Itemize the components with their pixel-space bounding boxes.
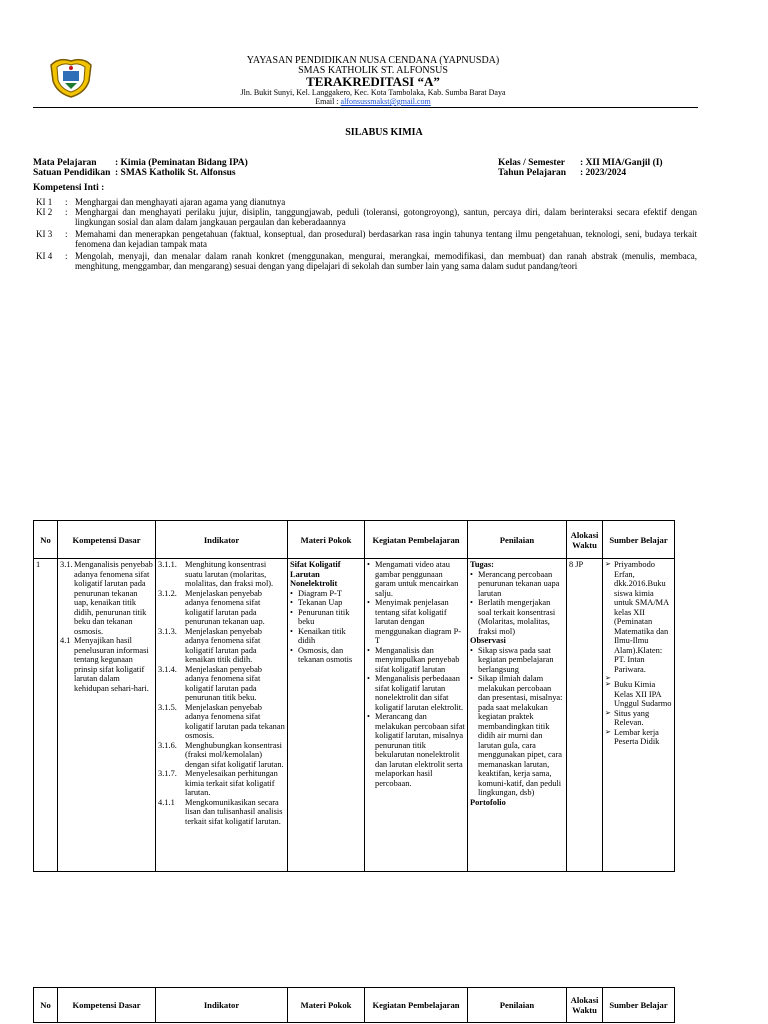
indikator-item: 4.1.1 Mengkomunikasikan secara lisan dan tulisanhasil analisis terkait sifat koligatif larutan.: [158, 797, 283, 826]
foundation-name: YAYASAN PENDIDIKAN NUSA CENDANA (YAPNUSDA): [246, 55, 500, 66]
ki-code: KI 4: [36, 251, 53, 261]
table-row: [34, 559, 675, 872]
observasi-item: • Sikap ilmiah dalam melakukan percobaan dan presentasi, misalnya: pada saat melakukan kegiatan praktek membandingkan titik didih air murni dan larutan gula, cara menggunakan pipet, cara memanaskan larutan, keaktifan, kerja sama, komuni-katif, dan peduli lingkungan, dsb): [470, 674, 564, 798]
col-header-kd: Kompetensi Dasar: [58, 521, 156, 559]
cell-sumber: [603, 559, 675, 872]
syllabus-table-continued: [33, 987, 675, 1023]
kd-item: 3.1. Menganalisis penyebab adanya fenomena sifat koligatif larutan pada penurunan tekanan uap, kenaikan titik didih, penurunan titik beku dan tekanan osmosis.: [60, 560, 153, 636]
kegiatan-item: • Menganalisis perbedaaan sifat koligatif larutan nonelektrolit dan sifat koligatif larutan elektrolit.: [367, 674, 465, 712]
meta-value: : SMAS Katholik St. Alfonsus: [115, 168, 236, 178]
ki-code: KI 2: [36, 207, 53, 217]
school-email: [200, 97, 546, 106]
meta-label: Mata Pelajaran: [33, 158, 97, 168]
observasi-item: • Sikap siswa pada saat kegiatan pembelajaran berlangsung: [470, 646, 564, 675]
col-header-kd: Kompetensi Dasar: [58, 988, 156, 1023]
ki-text: Menghargai dan menghayati perilaku jujur, disiplin, tanggungjawab, peduli (toleransi, gotongroyong), santun, percaya diri, dalam berinteraksi secara efektif dengan lingkungan sosial dan alam dalam jangkauan pergaulan dan keberadaannya: [75, 207, 697, 227]
materi-title: Sifat Koligatif Larutan: [290, 560, 341, 579]
indikator-item: 3.1.6. Menghubungkan konsentrasi (fraksi mol/kemolalan) dengan sifat koligatif larutan.: [158, 740, 284, 769]
email-label: Email :: [315, 97, 341, 106]
col-header-alokasi: Alokasi Waktu: [567, 988, 603, 1023]
col-header-kegiatan: Kegiatan Pembelajaran: [365, 988, 468, 1023]
meta-value: : XII MIA/Ganjil (I): [580, 158, 663, 168]
col-header-sumber: Sumber Belajar: [603, 521, 675, 559]
accreditation: TERAKREDITASI “A”: [306, 74, 440, 89]
ki-text: Memahami dan menerapkan pengetahuan (faktual, konseptual, dan prosedural) berdasarkan rasa ingin tahunya tentang ilmu pengetahuan, teknologi, seni, budaya terkait fenomena dan kejadian tampak mata: [75, 229, 697, 249]
indikator-item: 3.1.7. Menyelesaikan perhitungan kimia terkait sifat koligatif larutan.: [158, 769, 278, 797]
cell-materi: [288, 559, 365, 872]
tugas-label: Tugas:: [470, 560, 494, 569]
cell-kegiatan: [365, 559, 468, 872]
school-address: Jln. Bukit Sunyi, Kel. Langgakero, Kec. Kota Tambolaka, Kab. Sumba Barat Daya: [240, 88, 506, 97]
cell-kd: [58, 559, 156, 872]
col-header-penilaian: Penilaian: [468, 988, 567, 1023]
tugas-item: • Merancang percobaan penurunan tekanan uapa larutan: [470, 570, 564, 599]
cell-alokasi: 8 JP: [567, 559, 603, 872]
ki-code: KI 3: [36, 229, 53, 239]
indikator-item: 3.1.5. Menjelaskan penyebab adanya fenomena sifat koligatif larutan pada tekanan osmosis.: [158, 702, 285, 740]
cell-indikator: [156, 559, 288, 872]
kegiatan-item: • Menyimak penjelasan tentang sifat koligatif larutan dengan menggunakan diagram P-T: [367, 598, 465, 646]
materi-item: • Penurunan titik beku: [290, 608, 362, 627]
materi-item: • Tekanan Uap: [290, 598, 362, 608]
meta-label: Kelas / Semester: [498, 158, 566, 168]
school-logo: [45, 55, 97, 99]
portofolio-label: Portofolio: [470, 797, 506, 807]
indikator-item: 3.1.3. Menjelaskan penyebab adanya fenomena sifat koligatif larutan pada kenaikan titik didih.: [158, 626, 262, 664]
observasi-label: Observasi: [470, 636, 506, 645]
meta-left: [33, 158, 248, 178]
col-header-sumber: Sumber Belajar: [603, 988, 675, 1023]
col-header-materi: Materi Pokok: [288, 521, 365, 559]
meta-label: Satuan Pendidikan: [33, 168, 111, 178]
ki-text: Mengolah, menyaji, dan menalar dalam ranah konkret (menggunakan, mengurai, merangkai, memodifikasi, dan membuat) dan ranah abstrak (menulis, membaca, menghitung, menggambar, dan mengarang) sesuai dengan yang dipelajari di sekolah dan sumber lain yang sama dalam sudut pandang/teori: [75, 251, 697, 271]
document-title: SILABUS KIMIA: [345, 127, 423, 138]
tugas-item: • Berlatih mengerjakan soal terkait konsentrasi (Molaritas, molalitas, fraksi mol): [470, 598, 564, 636]
kd-item: 4.1 Menyajikan hasil penelusuran informasi tentang kegunaan prinsip sifat koligatif larutan dalam kehidupan sehari-hari.: [60, 636, 149, 693]
school-name: SMAS KATHOLIK ST. ALFONSUS: [298, 65, 448, 76]
materi-item: • Osmosis, dan tekanan osmotis: [290, 646, 362, 665]
sumber-item: ➢ Lembar kerja Peserta Didik: [605, 728, 672, 747]
table-header-row: [34, 521, 675, 559]
kegiatan-item: • Mengamati video atau gambar penggunaan garam untuk mencairkan salju.: [367, 560, 465, 598]
header-divider: [33, 107, 698, 108]
meta-value: : 2023/2024: [580, 168, 627, 178]
ki-code: KI 1: [36, 197, 53, 207]
syllabus-table: [33, 520, 675, 872]
meta-label: Tahun Pelajaran: [498, 168, 567, 178]
sumber-item: ➢ Priyambodo Erfan, dkk.2016.Buku siswa kimia untuk SMA/MA kelas XII (Peminatan Matematika dan Ilmu-Ilmu Alam).Klaten: PT. Intan Pariwara.: [605, 560, 672, 674]
indikator-item: 3.1.4. Menjelaskan penyebab adanya fenomena sifat koligatif larutan pada penurunan titik beku.: [158, 664, 262, 702]
indikator-item: 3.1.1. Menghitung konsentrasi suatu larutan (molaritas, molalitas, dan fraksi mol).: [158, 560, 274, 588]
materi-item: • Diagram P-T: [290, 589, 362, 599]
cell-penilaian: [468, 559, 567, 872]
email-link[interactable]: alfonsussmakst@gmail.com: [340, 97, 431, 106]
kegiatan-item: • Menganalisis dan menyimpulkan penyebab sifat koligatif larutan: [367, 646, 465, 675]
col-header-kegiatan: Kegiatan Pembelajaran: [365, 521, 468, 559]
col-header-materi: Materi Pokok: [288, 988, 365, 1023]
meta-right: [498, 158, 663, 178]
cell-no: 1: [34, 559, 58, 872]
indikator-item: 3.1.2. Menjelaskan penyebab adanya fenomena sifat koligatif larutan pada penurunan tekanan uap.: [158, 588, 265, 626]
materi-subtitle: Nonelektrolit: [290, 579, 338, 588]
ki-text: Menghargai dan menghayati ajaran agama yang dianutnya: [75, 197, 286, 207]
sumber-item: ➢ Situs yang Relevan.: [605, 709, 672, 728]
col-header-no: No: [34, 521, 58, 559]
col-header-alokasi: Alokasi Waktu: [567, 521, 603, 559]
col-header-indikator: Indikator: [156, 521, 288, 559]
col-header-no: No: [34, 988, 58, 1023]
ki-title: Kompetensi Inti :: [33, 183, 105, 193]
table-header-row: [34, 988, 675, 1023]
kegiatan-item: • Merancang dan melakukan percobaan sifat koligatif larutan, misalnya penurunan titik bekularutan nonelektrolit dan larutan elektrolit serta melaporkan hasil percobaan.: [367, 712, 465, 788]
col-header-indikator: Indikator: [156, 988, 288, 1023]
meta-value: : Kimia (Peminatan Bidang IPA): [115, 158, 248, 168]
col-header-penilaian: Penilaian: [468, 521, 567, 559]
materi-item: • Kenaikan titik didih: [290, 627, 362, 646]
sumber-item: ➢ Buku Kimia Kelas XII IPA Unggul Sudarmo: [605, 680, 672, 709]
